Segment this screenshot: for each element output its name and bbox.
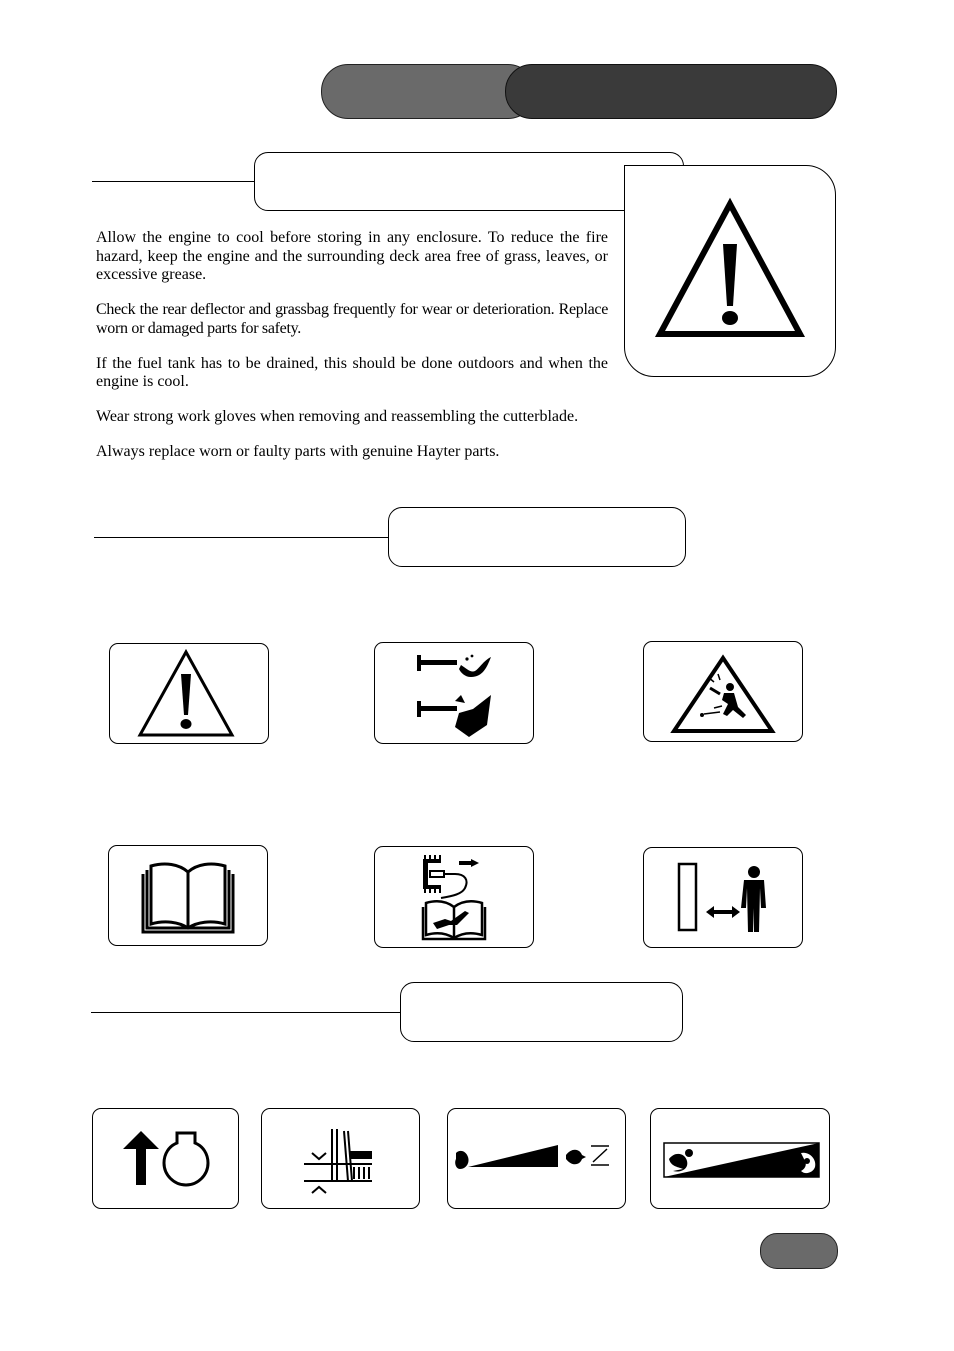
header-tab-section [321,64,535,119]
control-card [650,1108,830,1209]
thrown-object-icon [644,642,802,741]
safety-paragraph: Always replace worn or faulty parts with genuine Hayter parts. [96,443,500,460]
operator-manual-icon [109,846,267,945]
cutting-height-icon [262,1109,419,1208]
section-rule [94,537,390,538]
safety-paragraph: If the fuel tank has to be drained, this should be done outdoors and when the engine is cool. [96,354,608,390]
engine-start-icon [93,1109,238,1208]
symbol-card [374,846,534,948]
section-heading-box [388,507,686,567]
control-card [261,1108,420,1209]
throttle-speed-icon [448,1109,625,1208]
keep-distance-icon [644,848,802,947]
blade-hand-hazard-icon [375,643,533,743]
header-tab-title [505,64,837,119]
disconnect-spark-plug-icon [375,847,533,947]
control-card [92,1108,239,1209]
symbol-card [374,642,534,744]
symbol-card [109,643,269,744]
safety-paragraph: Allow the engine to cool before storing in any enclosure. To reduce the fire hazard, keep the engine and the surrounding deck area free of grass, leaves, or excessive grease. [96,229,608,283]
drive-speed-icon [651,1109,829,1208]
safety-paragraph: Check the rear deflector and grassbag frequently for wear or deterioration. Replace worn or damaged parts for safety. [96,301,608,337]
section-rule [92,181,257,182]
section-heading-box [254,152,684,211]
symbol-card [643,847,803,948]
section-rule [91,1012,401,1013]
symbol-card [643,641,803,742]
control-card [447,1108,626,1209]
page-number-pill [760,1233,838,1269]
warning-panel [624,165,836,377]
safety-paragraph: Wear strong work gloves when removing and reassembling the cutterblade. [96,408,579,425]
warning-triangle-icon [625,166,835,376]
warning-triangle-icon [110,644,268,743]
symbol-card [108,845,268,946]
section-heading-box [400,982,683,1042]
safety-text [96,229,608,478]
